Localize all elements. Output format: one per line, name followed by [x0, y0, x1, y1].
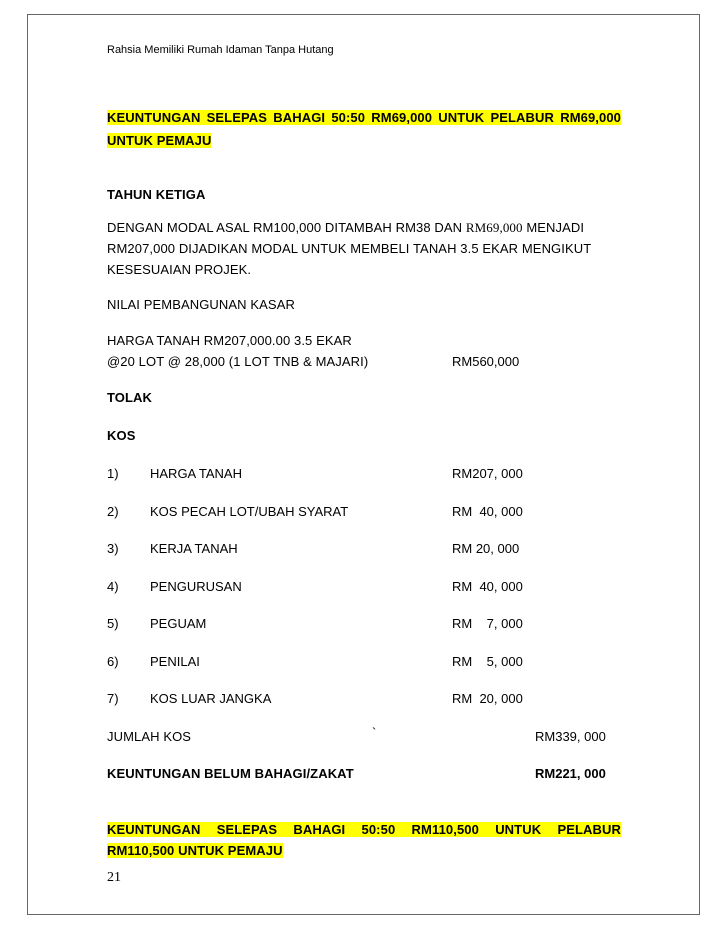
cost-item-number: 3)	[107, 541, 119, 556]
harga-tanah-line1: HARGA TANAH RM207,000.00 3.5 EKAR	[107, 333, 352, 348]
cost-item-number: 1)	[107, 466, 119, 481]
cost-item-amount: RM 5, 000	[452, 654, 523, 669]
cost-item-label: KERJA TANAH	[150, 541, 238, 556]
cost-item-label: KOS LUAR JANGKA	[150, 691, 272, 706]
cost-item-label: PEGUAM	[150, 616, 207, 631]
jumlah-kos-amount: RM339, 000	[535, 729, 606, 744]
profit-top-line1: KEUNTUNGAN SELEPAS BAHAGI 50:50 RM69,000 UNTUK PELABUR RM69,000	[107, 110, 621, 125]
cost-item-number: 7)	[107, 691, 119, 706]
cost-item-amount: RM 40, 000	[452, 504, 523, 519]
cost-item-amount: RM 20, 000	[452, 541, 520, 556]
harga-tanah-line2: @20 LOT @ 28,000 (1 LOT TNB & MAJARI)	[107, 354, 369, 369]
cost-item-number: 2)	[107, 504, 119, 519]
tolak-label: TOLAK	[107, 390, 153, 405]
nilai-heading: NILAI PEMBANGUNAN KASAR	[107, 297, 295, 312]
page-number: 21	[107, 870, 121, 885]
cost-item-number: 5)	[107, 616, 119, 631]
harga-tanah-amount: RM560,000	[452, 354, 520, 369]
cost-item-amount: RM 20, 000	[452, 691, 523, 706]
cost-item-label: PENILAI	[150, 654, 200, 669]
stray-mark: `	[372, 725, 377, 740]
paragraph-line1: DENGAN MODAL ASAL RM100,000 DITAMBAH RM38 DAN RM69,000 MENJADI	[107, 220, 585, 235]
cost-item-amount: RM 7, 000	[452, 616, 523, 631]
cost-item-label: KOS PECAH LOT/UBAH SYARAT	[150, 504, 349, 519]
section-title: TAHUN KETIGA	[107, 187, 206, 202]
profit-bottom-line2: RM110,500 UNTUK PEMAJU	[107, 843, 283, 858]
keuntungan-belum-amount: RM221, 000	[535, 766, 606, 781]
profit-top-line2: UNTUK PEMAJU	[107, 133, 212, 148]
keuntungan-belum-label: KEUNTUNGAN BELUM BAHAGI/ZAKAT	[107, 766, 354, 781]
running-header: Rahsia Memiliki Rumah Idaman Tanpa Hutang	[107, 44, 334, 56]
cost-item-number: 4)	[107, 579, 119, 594]
jumlah-kos-label: JUMLAH KOS	[107, 729, 192, 744]
paragraph-line3: KESESUAIAN PROJEK.	[107, 262, 252, 277]
cost-item-amount: RM 40, 000	[452, 579, 523, 594]
cost-item-number: 6)	[107, 654, 119, 669]
kos-label: KOS	[107, 428, 136, 443]
cost-item-label: PENGURUSAN	[150, 579, 242, 594]
paragraph-line2: RM207,000 DIJADIKAN MODAL UNTUK MEMBELI TANAH 3.5 EKAR MENGIKUT	[107, 241, 592, 256]
cost-item-label: HARGA TANAH	[150, 466, 242, 481]
cost-item-amount: RM207, 000	[452, 466, 523, 481]
profit-bottom-line1: KEUNTUNGAN SELEPAS BAHAGI 50:50 RM110,500 UNTUK PELABUR	[107, 822, 621, 837]
